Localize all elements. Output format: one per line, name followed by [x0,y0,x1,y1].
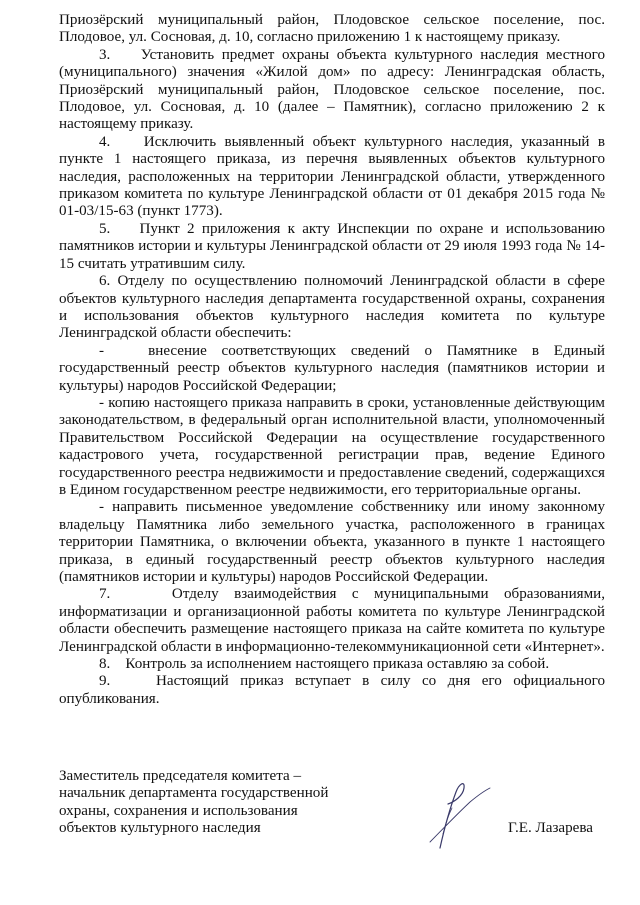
handwritten-signature [410,772,500,852]
signatory-title [59,768,339,838]
paragraph-3: 3. Установить предмет охраны объекта культурного наследия местного (муниципального) значения «Жилой дом» по адресу: Ленинградская область, Приозёрский муниципальный район, Плодовское сельское поселение, пос. Плодовое, ул. Сосновая, д. 10 (далее – Памятник), согласно приложению 2 к настоящему приказу. [59,46,605,133]
bullet-registry-entry: - внесение соответствующих сведений о Памятнике в Единый государственный реестр объектов культурного наследия (памятников истории и культуры) народов Российской Федерации; [59,342,605,394]
bullet-notify-owner: - направить письменное уведомление собственнику или иному законному владельцу Памятника либо земельного участка, расположенного в границах территории Памятника, о включении объекта, указанного в пункте 1 настоящего приказа, в единый государственный реестр объектов культурного наследия (памятников истории и культуры) народов Российской Федерации. [59,499,605,585]
paragraph-lead: Приозёрский муниципальный район, Плодовское сельское поселение, пос. Плодовое, ул. Сосновая, д. 10, согласно приложению 1 к настоящему приказу. [59,12,605,46]
paragraph-6: 6. Отделу по осуществлению полномочий Ленинградской области в сфере объектов культурного наследия департамента государственной охраны, сохранения и использования объектов культурного наследия комитета по культуре Ленинградской области обеспечить: [59,273,605,342]
signatory-title-line: Заместитель председателя комитета – [59,768,302,784]
signatory-title-line: объектов культурного наследия [59,820,261,837]
signature-block [59,768,605,838]
signatory-title-line: начальник департамента государственной [59,785,329,802]
paragraph-5: 5. Пункт 2 приложения к акту Инспекции по охране и использованию памятников истории и культуры Ленинградской области от 29 июля 1993 года № 14-15 считать утратившим силу. [59,220,605,272]
signatory-name: Г.Е. Лазарева [507,820,593,836]
bullet-send-copy: - копию настоящего приказа направить в сроки, установленные действующим законодательством, в федеральный орган исполнительной власти, уполномоченный Правительством Российской Федерации на осуществление государственного кадастрового учета, государственной регистрации прав, ведение Единого государственного реестра недвижимости и предоставление сведений, содержащихся в Едином государственном реестре недвижимости, его территориальные органы. [59,394,605,498]
signatory-title-line: охраны, сохранения и использования [59,802,298,819]
paragraph-8: 8. Контроль за исполнением настоящего приказа оставляю за собой. [99,656,550,673]
paragraph-9: 9. Настоящий приказ вступает в силу со дня его официального опубликования. [59,673,605,707]
document-body [59,12,605,708]
paragraph-7: 7. Отделу взаимодействия с муниципальными образованиями, информатизации и организационной работы комитета по культуре Ленинградской области обеспечить размещение настоящего приказа на сайте комитета по культуре Ленинградской области в информационно-телекоммуникационной сети «Интернет». [59,586,605,655]
paragraph-4: 4. Исключить выявленный объект культурного наследия, указанный в пункте 1 настоящего приказа, из перечня выявленных объектов культурного наследия, расположенных на территории Ленинградской области, утвержденного приказом комитета по культуре Ленинградской области от 01 декабря 2015 года № 01-03/15-63 (пункт 1773). [59,133,605,220]
